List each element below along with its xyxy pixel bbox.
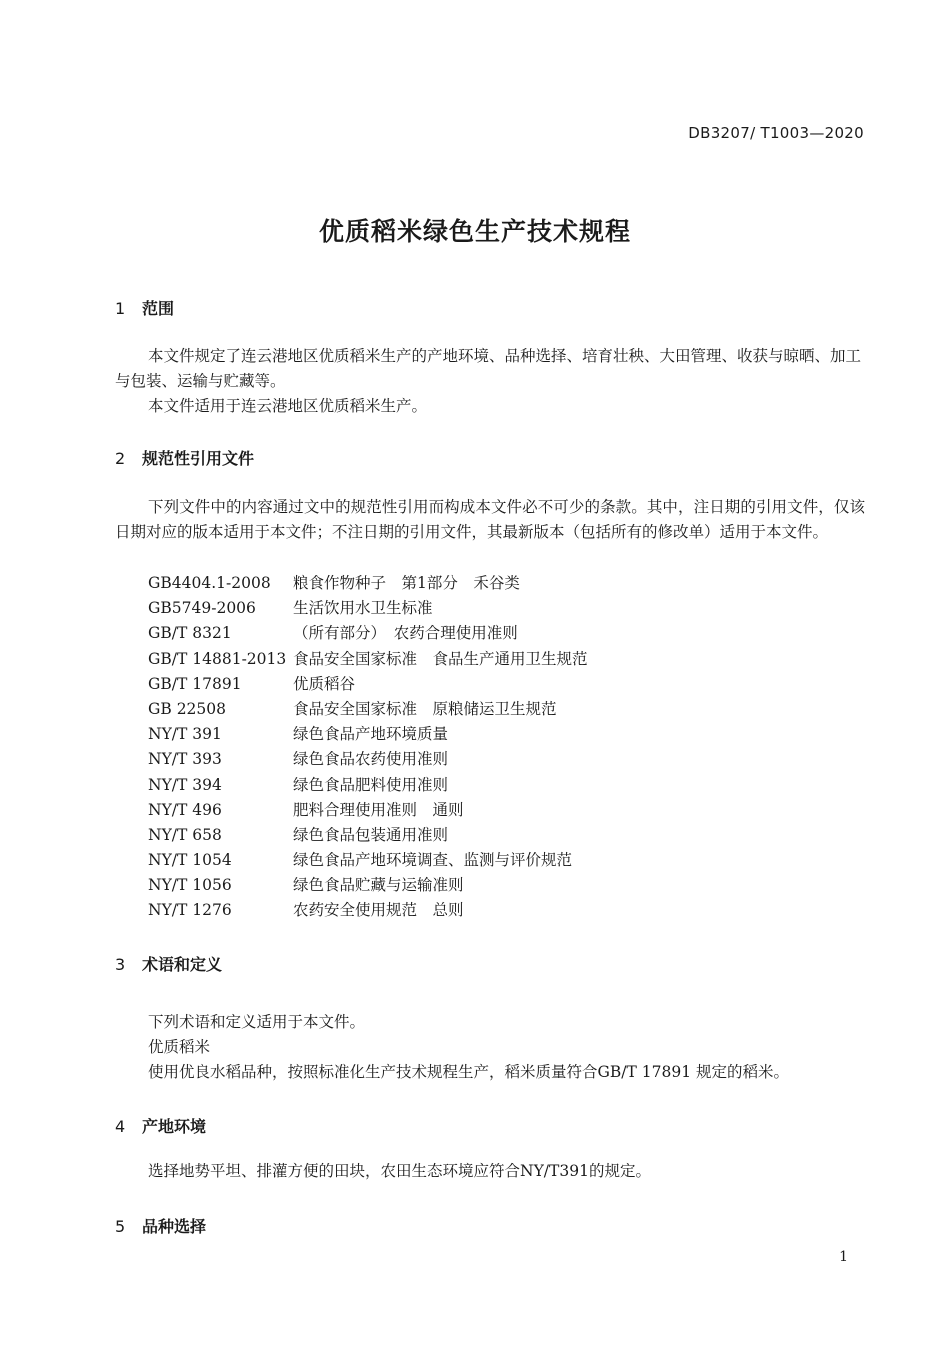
reference-code: GB5749-2006 <box>148 599 256 618</box>
section-1-paragraph-1: 本文件规定了连云港地区优质稻米生产的产地环境、品种选择、培育壮秧、大田管理、收获与晾晒、加工与包装、运输与贮藏等。 <box>115 347 862 390</box>
reference-code: NY/T 1276 <box>148 901 232 920</box>
reference-title: 绿色食品包装通用准则 <box>293 825 449 844</box>
reference-code: NY/T 1056 <box>148 876 232 895</box>
reference-code: GB/T 17891 <box>148 674 242 693</box>
reference-list <box>148 571 588 924</box>
reference-code: NY/T 1054 <box>148 851 232 870</box>
reference-title: 粮食作物种子 第1部分 禾谷类 <box>293 574 520 592</box>
section-number: 3 <box>115 955 126 974</box>
reference-row <box>148 873 464 898</box>
section-title: 产地环境 <box>142 1117 207 1136</box>
section-1-paragraph-2: 本文件适用于连云港地区优质稻米生产。 <box>148 397 428 415</box>
reference-code: NY/T 393 <box>148 750 222 769</box>
reference-title: 食品安全国家标准 食品生产通用卫生规范 <box>293 649 588 668</box>
reference-row <box>148 848 573 873</box>
section-1-heading <box>115 296 174 319</box>
section-number: 2 <box>115 449 126 468</box>
section-number: 4 <box>115 1117 126 1136</box>
section-title: 范围 <box>142 299 175 318</box>
section-number: 1 <box>115 299 126 318</box>
reference-row <box>148 747 449 772</box>
section-5-heading <box>115 1214 206 1237</box>
section-title: 术语和定义 <box>142 955 223 974</box>
reference-row <box>148 722 449 747</box>
reference-title: （所有部分） 农药合理使用准则 <box>293 624 518 643</box>
page-title: 优质稻米绿色生产技术规程 <box>318 217 631 246</box>
term-name: 优质稻米 <box>148 1038 211 1056</box>
document-code: DB3207/ T1003—2020 <box>688 124 864 142</box>
reference-row <box>148 773 449 798</box>
reference-code: NY/T 496 <box>148 800 222 819</box>
section-number: 5 <box>115 1217 126 1236</box>
section-title: 规范性引用文件 <box>142 449 255 468</box>
reference-row <box>148 898 464 923</box>
section-title: 品种选择 <box>142 1217 207 1236</box>
reference-code: NY/T 394 <box>148 775 222 794</box>
reference-code: GB/T 14881-2013 <box>148 649 287 668</box>
reference-row <box>148 571 520 596</box>
page-number: 1 <box>839 1249 848 1265</box>
section-3-intro: 下列术语和定义适用于本文件。 <box>148 1013 366 1031</box>
reference-row <box>148 596 433 621</box>
term-definition: 使用优良水稻品种，按照标准化生产技术规程生产，稻米质量符合GB/T 17891 规定的稻米。 <box>148 1063 789 1081</box>
reference-row <box>148 798 464 823</box>
section-4-paragraph: 选择地势平坦、排灌方便的田块，农田生态环境应符合NY/T391的规定。 <box>148 1162 651 1180</box>
reference-code: GB4404.1-2008 <box>148 574 271 592</box>
reference-row <box>148 697 557 722</box>
reference-title: 食品安全国家标准 原粮储运卫生规范 <box>293 699 557 718</box>
reference-code: GB 22508 <box>148 699 227 718</box>
reference-title: 绿色食品贮藏与运输准则 <box>293 876 464 895</box>
reference-row <box>148 823 449 848</box>
section-3-heading <box>115 952 222 975</box>
reference-title: 肥料合理使用准则 通则 <box>293 800 464 819</box>
reference-title: 农药安全使用规范 总则 <box>293 901 464 920</box>
reference-title: 绿色食品农药使用准则 <box>293 750 449 769</box>
reference-row <box>148 647 588 672</box>
reference-title: 绿色食品产地环境质量 <box>293 725 449 744</box>
reference-title: 绿色食品产地环境调查、监测与评价规范 <box>293 851 573 870</box>
reference-code: NY/T 658 <box>148 825 222 844</box>
reference-row <box>148 621 518 646</box>
section-2-heading <box>115 446 254 469</box>
reference-title: 生活饮用水卫生标准 <box>293 599 433 618</box>
reference-row <box>148 672 356 697</box>
section-2-intro: 下列文件中的内容通过文中的规范性引用而构成本文件必不可少的条款。其中，注日期的引用文件，仅该日期对应的版本适用于本文件；不注日期的引用文件，其最新版本（包括所有的修改单）适用于本文件。 <box>115 498 865 541</box>
reference-title: 绿色食品肥料使用准则 <box>293 775 449 794</box>
reference-title: 优质稻谷 <box>293 674 356 693</box>
section-4-heading <box>115 1114 206 1137</box>
reference-code: NY/T 391 <box>148 725 222 744</box>
reference-code: GB/T 8321 <box>148 624 232 643</box>
